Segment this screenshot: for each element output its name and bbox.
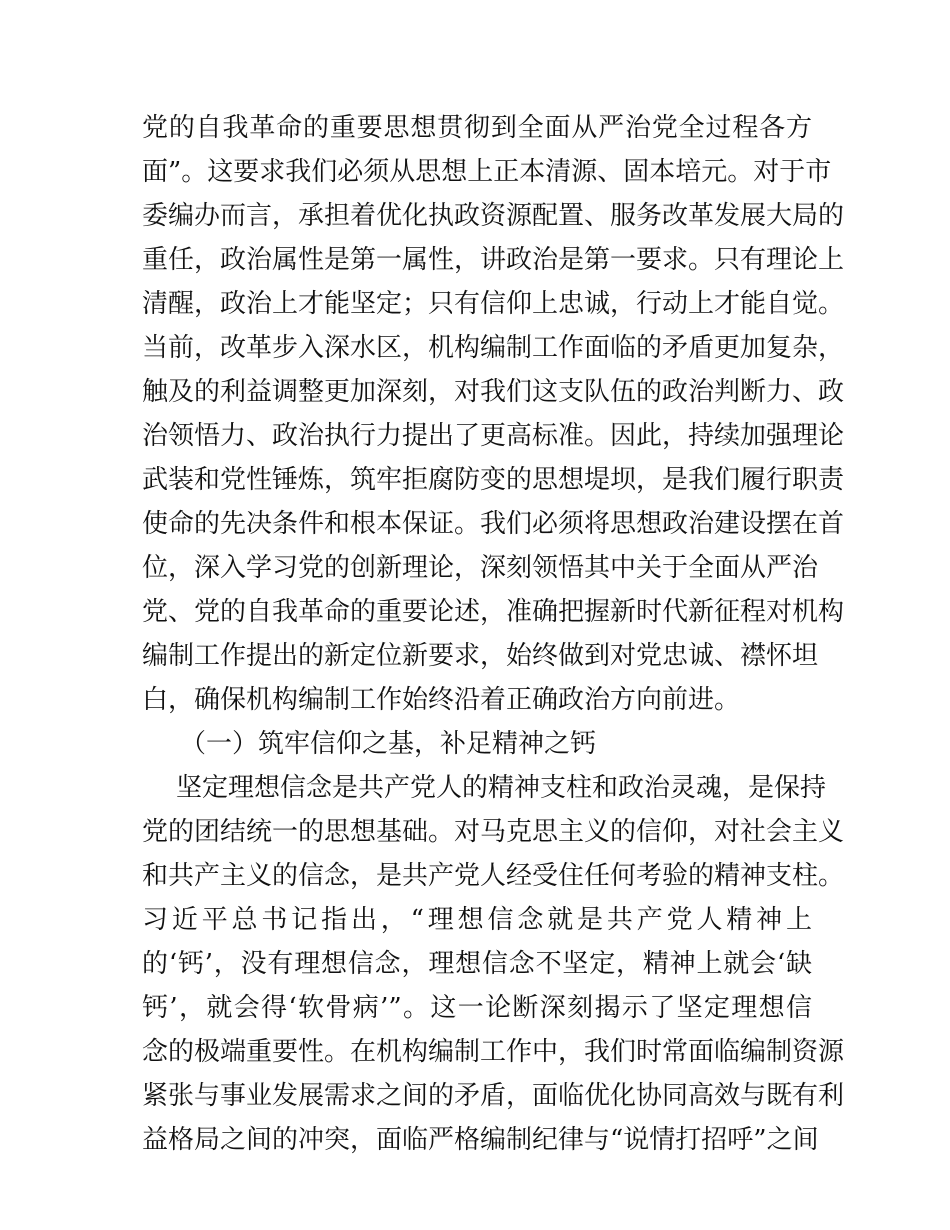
paragraph-1-line-4: 重任，政治属性是第一属性，讲政治是第一要求。只有理论上 — [142, 245, 845, 275]
paragraph-1-line-8: 治领悟力、政治执行力提出了更高标准。因此，持续加强理论 — [142, 421, 845, 451]
paragraph-2-line-9: 益格局之间的冲突，面临严格编制纪律与“说情打招呼”之间 — [142, 1125, 819, 1155]
paragraph-1-line-6: 当前，改革步入深水区，机构编制工作面临的矛盾更加复杂， — [142, 333, 845, 363]
paragraph-1-line-9: 武装和党性锤炼，筑牢拒腐防变的思想堤坝，是我们履行职责 — [142, 465, 845, 495]
paragraph-1-line-11: 位，深入学习党的创新理论，深刻领悟其中关于全面从严治 — [142, 553, 819, 583]
paragraph-1-line-7: 触及的利益调整更加深刻，对我们这支队伍的政治判断力、政 — [142, 377, 845, 407]
paragraph-2-line-6: 钙’，就会得‘软骨病’”。这一论断深刻揭示了坚定理想信 — [142, 993, 812, 1023]
paragraph-1-line-14: 白，确保机构编制工作始终沿着正确政治方向前进。 — [142, 685, 741, 715]
paragraph-2-line-8: 紧张与事业发展需求之间的矛盾，面临优化协同高效与既有利 — [142, 1081, 845, 1111]
paragraph-1-line-1: 党的自我革命的重要思想贯彻到全面从严治党全过程各方 — [142, 113, 812, 143]
paragraph-2-line-7: 念的极端重要性。在机构编制工作中，我们时常面临编制资源 — [142, 1037, 845, 1067]
section-heading: （一）筑牢信仰之基，补足精神之钙 — [180, 729, 597, 759]
paragraph-2-line-1: 坚定理想信念是共产党人的精神支柱和政治灵魂，是保持 — [176, 773, 827, 803]
paragraph-2-line-3: 和共产主义的信念，是共产党人经受住任何考验的精神支柱。 — [142, 861, 845, 891]
paragraph-1-line-10: 使命的先决条件和根本保证。我们必须将思想政治建设摆在首 — [142, 509, 845, 539]
paragraph-2-line-5: 的‘钙’，没有理想信念，理想信念不坚定，精神上就会‘缺 — [142, 949, 812, 979]
paragraph-1-line-3: 委编办而言，承担着优化执政资源配置、服务改革发展大局的 — [142, 201, 845, 231]
paragraph-1-line-2: 面”。这要求我们必须从思想上正本清源、固本培元。对于市 — [142, 157, 832, 187]
paragraph-2-line-4: 习近平总书记指出，“理想信念就是共产党人精神上 — [142, 905, 812, 935]
paragraph-1-line-5: 清醒，政治上才能坚定；只有信仰上忠诚，行动上才能自觉。 — [142, 289, 845, 319]
paragraph-1-line-13: 编制工作提出的新定位新要求，始终做到对党忠诚、襟怀坦 — [142, 641, 819, 671]
paragraph-2-line-2: 党的团结统一的思想基础。对马克思主义的信仰，对社会主义 — [142, 817, 845, 847]
paragraph-1-line-12: 党、党的自我革命的重要论述，准确把握新时代新征程对机构 — [142, 597, 845, 627]
